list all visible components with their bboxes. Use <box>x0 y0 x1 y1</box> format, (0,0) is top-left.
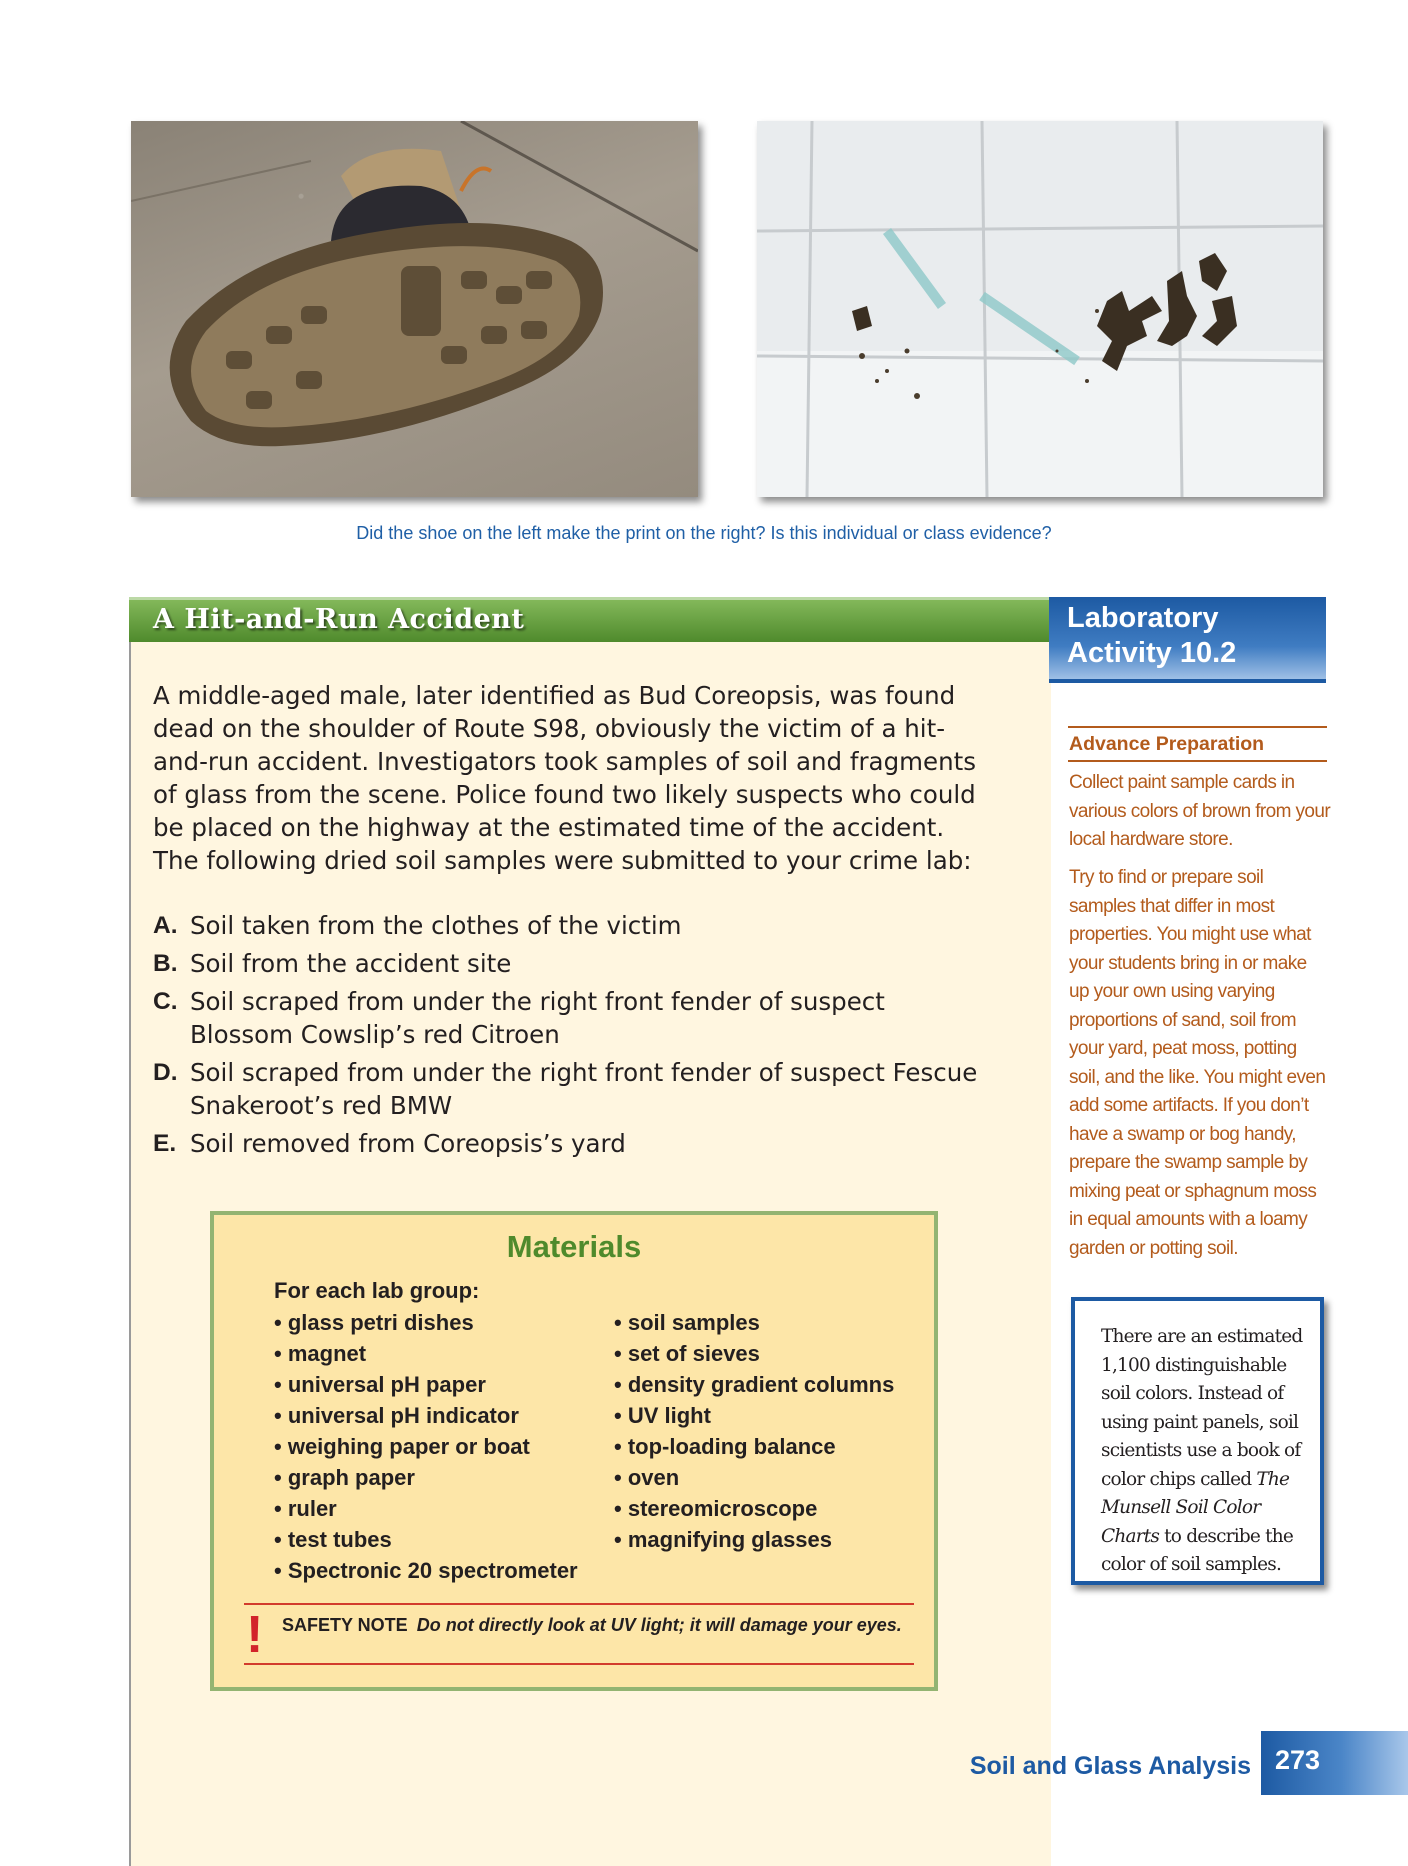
safety-note-text: Do not directly look at UV light; it will damage your eyes. <box>416 1615 902 1635</box>
intro-paragraph: A middle-aged male, later identified as Bud Coreopsis, was found dead on the shoulder of Route S98, obviously the victim of a hit-and-run accident. Investigators took samples of soil and fragments of glass from the scene. Police found two likely suspects who could be placed on the highway at the estimated time of the accident. The following dried soil samples were submitted to your crime lab: <box>153 681 976 875</box>
advance-preparation-heading: Advance Preparation <box>1069 733 1265 755</box>
list-item-letter: D. <box>153 1059 178 1086</box>
lab-activity-number: Activity 10.2 <box>1067 637 1237 669</box>
list-item-text: Soil from the accident site <box>190 949 512 978</box>
list-item: • magnifying glasses <box>614 1524 894 1555</box>
list-item-text: Soil scraped from under the right front fender of suspect Blossom Cowslip’s red Citroen <box>190 987 885 1049</box>
fact-text-end: to describe the color of soil samples. <box>1101 1525 1293 1575</box>
materials-subtitle: For each lab group: <box>274 1278 480 1303</box>
section-title-bar <box>129 597 1049 642</box>
list-item-letter: B. <box>153 950 178 977</box>
list-item: • magnet <box>274 1338 578 1369</box>
page-number-tab <box>1261 1731 1408 1795</box>
list-item: • ruler <box>274 1493 578 1524</box>
divider <box>244 1663 914 1665</box>
fact-text <box>1101 1323 1315 1580</box>
shoe-photo <box>131 121 698 497</box>
list-item-text: Soil removed from Coreopsis’s yard <box>190 1129 626 1158</box>
list-item-letter: C. <box>153 988 178 1015</box>
materials-list-right <box>614 1307 894 1555</box>
materials-title: Materials <box>506 1229 642 1264</box>
list-item: • UV light <box>614 1400 894 1431</box>
exclamation-icon: ! <box>246 1606 264 1664</box>
list-item-text: Soil taken from the clothes of the victim <box>190 911 682 940</box>
list-item <box>153 1127 983 1160</box>
list-item: • universal pH indicator <box>274 1400 578 1431</box>
materials-box <box>210 1211 938 1691</box>
list-item <box>153 947 983 980</box>
lab-activity-label: Laboratory <box>1067 602 1219 634</box>
list-item-letter: E. <box>153 1130 177 1157</box>
list-item: • weighing paper or boat <box>274 1431 578 1462</box>
list-item: • density gradient columns <box>614 1369 894 1400</box>
shoe-illustration <box>131 121 698 497</box>
list-item <box>153 909 983 942</box>
lab-activity-header <box>1049 597 1326 683</box>
list-item: • soil samples <box>614 1307 894 1338</box>
divider <box>244 1603 914 1605</box>
list-item: • glass petri dishes <box>274 1307 578 1338</box>
section-title: A Hit-and-Run Accident <box>153 604 525 635</box>
chapter-title: Soil and Glass Analysis <box>969 1752 1251 1780</box>
list-item-letter: A. <box>153 912 178 939</box>
list-item: • oven <box>614 1462 894 1493</box>
list-item: • stereomicroscope <box>614 1493 894 1524</box>
list-item: • top-loading balance <box>614 1431 894 1462</box>
fact-box <box>1071 1297 1324 1585</box>
photo-caption: Did the shoe on the left make the print on the right? Is this individual or class evidence? <box>356 523 1052 543</box>
page-number: 273 <box>1275 1745 1321 1775</box>
list-item: • graph paper <box>274 1462 578 1493</box>
list-item <box>153 1056 983 1122</box>
list-item: • universal pH paper <box>274 1369 578 1400</box>
list-item: • Spectronic 20 spectrometer <box>274 1555 578 1586</box>
divider <box>1068 726 1327 728</box>
fact-book-title: The Munsell Soil Color Charts <box>1101 1468 1290 1547</box>
list-item: • test tubes <box>274 1524 578 1555</box>
tile-floor-illustration <box>757 121 1323 497</box>
sample-list <box>153 909 983 1165</box>
divider <box>1068 760 1327 762</box>
list-item <box>153 985 983 1051</box>
list-item: • set of sieves <box>614 1338 894 1369</box>
prep-paragraph: Collect paint sample cards in various colors of brown from your local hardware store. <box>1069 772 1331 850</box>
list-item-text: Soil scraped from under the right front fender of suspect Fescue Snakeroot’s red BMW <box>190 1058 978 1120</box>
fact-text-start: There are an estimated 1,100 distinguishable soil colors. Instead of using paint panels, soil scientists use a book of color chips called <box>1101 1326 1303 1490</box>
safety-note-label: SAFETY NOTE <box>282 1615 408 1635</box>
safety-note <box>282 1615 902 1636</box>
materials-list-left <box>274 1307 578 1586</box>
prep-paragraph: Try to find or prepare soil samples that differ in most properties. You might use what your students bring in or make up your own using varying proportions of sand, soil from your yard, peat moss, potting soil, and the like. You might even add some artifacts. If you don’t have a swamp or bog handy, prepare the swamp sample by mixing peat or sphagnum moss in equal amounts with a loamy garden or potting soil. <box>1069 867 1326 1259</box>
soil-print-photo <box>757 121 1323 497</box>
